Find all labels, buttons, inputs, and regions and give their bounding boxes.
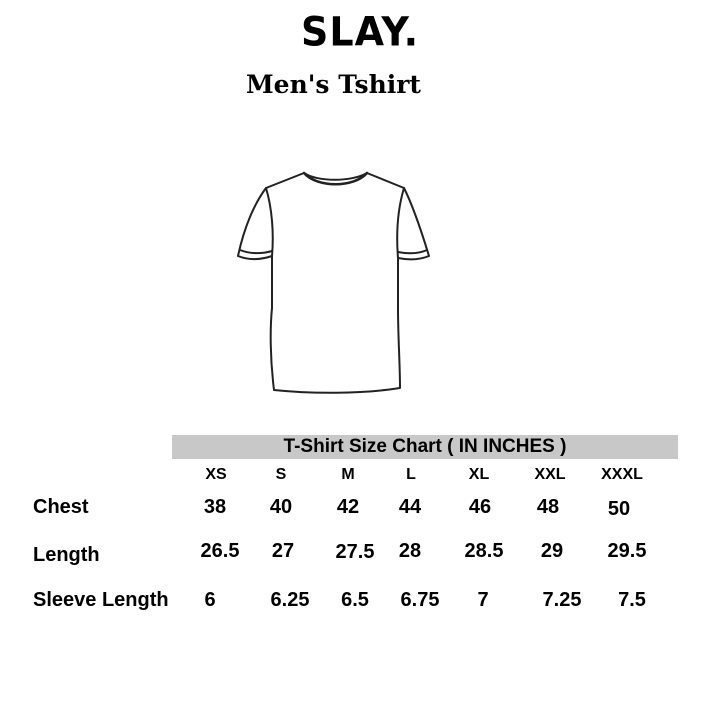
table-cell: 29.5: [607, 540, 647, 562]
table-cell: 46: [468, 496, 492, 518]
table-cell: 6: [204, 589, 216, 611]
row-label-length: Length: [33, 544, 100, 566]
table-cell: 7.5: [618, 589, 646, 611]
table-cell: 27.5: [335, 541, 375, 563]
table-cell: 48: [536, 496, 560, 518]
table-cell: 7: [477, 589, 489, 611]
table-cell: 6.25: [270, 589, 310, 611]
table-cell: 26.5: [200, 540, 240, 562]
size-chart-title: T-Shirt Size Chart ( IN INCHES ): [172, 435, 678, 459]
row-label-sleeve-length: Sleeve Length: [33, 589, 169, 611]
table-cell: 40: [269, 496, 293, 518]
size-header-xs: XS: [205, 466, 227, 483]
table-cell: 6.75: [400, 589, 440, 611]
size-header-l: L: [406, 466, 416, 483]
row-label-chest: Chest: [33, 496, 89, 518]
size-header-m: M: [341, 466, 355, 483]
table-cell: 6.5: [341, 589, 369, 611]
table-cell: 28: [398, 540, 422, 562]
table-cell: 28.5: [464, 540, 504, 562]
table-cell: 42: [336, 496, 360, 518]
table-cell: 50: [607, 498, 631, 520]
size-header-s: S: [275, 466, 287, 483]
product-subtitle: Men's Tshirt: [246, 70, 421, 99]
tshirt-illustration: [232, 168, 437, 398]
table-cell: 38: [203, 496, 227, 518]
table-cell: 27: [271, 540, 295, 562]
size-header-xxxl: XXXL: [601, 466, 643, 483]
table-cell: 29: [540, 540, 564, 562]
table-cell: 44: [398, 496, 422, 518]
size-header-xxl: XXL: [534, 466, 566, 483]
table-cell: 7.25: [542, 589, 582, 611]
size-header-xl: XL: [468, 466, 490, 483]
brand-title: SLAY.: [300, 8, 420, 56]
